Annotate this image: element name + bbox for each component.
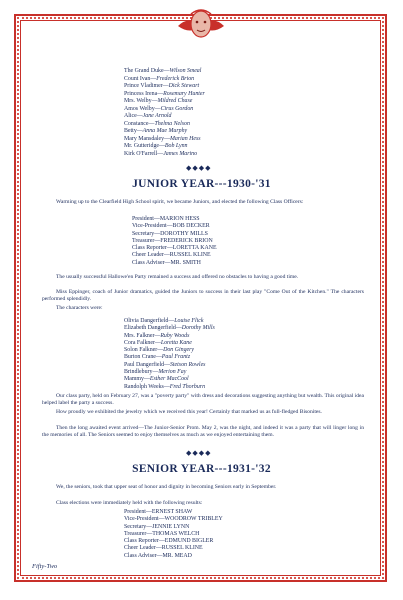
cast-role: Mrs. Welby	[124, 98, 152, 105]
cast-role: Princess Irena	[124, 90, 158, 97]
page-number: Fifty-Two	[32, 563, 58, 570]
cast-actor: Dick Stewart	[168, 83, 200, 90]
officer-row: Cheer Leader—RUSSEL KLINE	[124, 545, 203, 552]
cast-role: Mr. Gutteridge	[124, 143, 160, 150]
cast-role: Randolph Weeks	[124, 383, 164, 390]
cast-role: Paul Dangerfield	[124, 361, 165, 368]
junior-para-play: Miss Eppinger, coach of Junior dramatics, guided the Juniors to success in their last play "Come Out of the Kitchen." The characters performed splendidly.	[42, 289, 364, 303]
junior-para-jewelry: How proudly we exhibited the jewelry which we received this year! Certainly that marked us as full-fledged Bisonites.	[56, 409, 322, 415]
senior-officers-list	[124, 509, 223, 560]
cast-row: Paul Dangerfield—Stetson Rowles	[124, 361, 206, 368]
officer-row: Class Adviser—MR. SMITH	[132, 259, 201, 266]
lion-crest-icon	[176, 4, 226, 44]
cast-role: Brindlebury	[124, 369, 153, 376]
cast-row: Mammy—Esther MacCool	[124, 376, 189, 383]
cast-role: Prince Vladimer	[124, 83, 163, 90]
cast-list-top	[124, 68, 205, 159]
cast-actor: Merion Fay	[158, 369, 187, 376]
cast-actor: Frederick Brion	[156, 75, 195, 82]
cast-role: Betty	[124, 128, 137, 135]
cast-row: The Grand Duke—Wilson Smeal	[124, 68, 202, 74]
cast-actor: Don Gingery	[163, 347, 195, 354]
junior-characters-label: The characters were:	[56, 305, 103, 311]
cast-actor: James Marino	[163, 151, 198, 158]
junior-intro: Warming up to the Clearfield High School spirit, we became Juniors, and elected the following Class Officers:	[56, 199, 304, 205]
junior-year-heading: JUNIOR YEAR---1930-'31	[132, 178, 271, 190]
cast-row: Mrs. Welby—Mildred Chase	[124, 98, 193, 105]
cast-role: Constance	[124, 120, 149, 127]
junior-cast-list	[124, 318, 215, 391]
divider: ◆◆◆◆	[186, 164, 212, 172]
cast-row: Olivia Dangerfield—Louise Flick	[124, 318, 204, 324]
cast-row: Betty—Anna Mae Murphy	[124, 128, 188, 135]
officer-row: Treasurer—FREDERICK BRION	[132, 237, 213, 244]
cast-actor: Mildred Chase	[157, 98, 193, 105]
cast-row: Amos Welby—Cirus Gordon	[124, 105, 194, 112]
junior-officers-list	[132, 216, 217, 267]
junior-para-party: Our class party, held on February 27, was a "poverty party" with dress and decorations suggesting anything but wealth. This original idea helped label the party a success.	[42, 393, 364, 407]
cast-row: Randolph Weeks—Fred Thorburn	[124, 383, 206, 390]
cast-role: Burton Crane	[124, 354, 156, 361]
cast-row: Elizabeth Dangerfield—Dorothy Mills	[124, 325, 215, 332]
cast-row: Alice—Jane Arnold	[124, 113, 172, 120]
officer-row: Treasurer—THOMAS WELCH	[124, 530, 200, 537]
cast-actor: Thelma Nelson	[154, 120, 190, 127]
cast-actor: Anna Mae Murphy	[142, 128, 188, 135]
cast-role: Mary Mansdaley	[124, 135, 165, 142]
cast-row: Count Ivan—Frederick Brion	[124, 75, 195, 82]
junior-para-halloween: The usually successful Hallowe'en Party remained a success and offered no obstacles to having a good time.	[56, 274, 299, 280]
cast-actor: Bob Lynn	[164, 143, 188, 150]
senior-para-elections: Class elections were immediately held with the following results:	[56, 500, 203, 506]
cast-row: Mrs. Falkner—Ruby Woods	[124, 332, 190, 339]
cast-actor: Jane Arnold	[142, 113, 172, 120]
cast-actor: Stetson Rowles	[169, 361, 206, 368]
cast-actor: Cirus Gordon	[160, 105, 194, 112]
cast-actor: Dorothy Mills	[181, 325, 215, 332]
cast-role: Olivia Dangerfield	[124, 318, 169, 324]
cast-role: Cora Falkner	[124, 339, 155, 346]
senior-para-intro: We, the seniors, took that upper seat of honor and dignity in becoming Seniors early in September.	[56, 484, 277, 490]
cast-actor: Wilson Smeal	[169, 68, 202, 74]
cast-actor: Paul Frantz	[161, 354, 191, 361]
cast-role: Mammy	[124, 376, 144, 383]
cast-row: Brindlebury—Merion Fay	[124, 369, 187, 376]
officer-row: Cheer Leader—RUSSEL KLINE	[132, 252, 211, 259]
cast-actor: Loretta Kane	[160, 339, 192, 346]
officer-row: Class Reporter—EDMUND BIGLER	[124, 538, 214, 545]
officer-row: Class Reporter—LORETTA KANE	[132, 245, 217, 252]
cast-actor: Fred Thorburn	[169, 383, 206, 390]
cast-row: Kirk O'Farrell—James Marino	[124, 151, 198, 158]
officer-row: Vice-President—BOB DECKER	[132, 223, 210, 230]
cast-role: Mrs. Falkner	[124, 332, 155, 339]
junior-para-prom: Then the long awaited event arrived—The Junior-Senior Prom. May 2, was the night, and indeed it was a party that will linger long in the memories of all. The Seniors seemed to enjoy themselves as much as we enjoyed entertaining them.	[42, 425, 364, 439]
cast-role: Elizabeth Dangerfield	[124, 325, 176, 332]
cast-actor: Esther MacCool	[149, 376, 189, 383]
officer-row: Secretary—JENNIE LYNN	[124, 523, 190, 530]
cast-row: Burton Crane—Paul Frantz	[124, 354, 191, 361]
cast-row: Mary Mansdaley—Marian Hess	[124, 135, 201, 142]
cast-row: Cora Falkner—Loretta Kane	[124, 339, 192, 346]
cast-role: Solon Falkner	[124, 347, 158, 354]
officer-row: President—ERNEST SHAW	[124, 509, 193, 515]
officer-row: Secretary—DOROTHY MILLS	[132, 230, 208, 237]
cast-actor: Rosemary Hunter	[163, 90, 205, 97]
cast-role: The Grand Duke	[124, 68, 164, 74]
cast-actor: Marian Hess	[169, 135, 201, 142]
cast-row: Princess Irena—Rosemary Hunter	[124, 90, 205, 97]
cast-role: Count Ivan	[124, 75, 151, 82]
cast-row: Solon Falkner—Don Gingery	[124, 347, 195, 354]
cast-row: Prince Vladimer—Dick Stewart	[124, 83, 200, 90]
officer-row: President—MARION HESS	[132, 216, 200, 222]
divider: ◆◆◆◆	[186, 449, 212, 457]
cast-actor: Louise Flick	[174, 318, 204, 324]
senior-year-heading: SENIOR YEAR---1931-'32	[132, 463, 271, 475]
cast-row: Mr. Gutteridge—Bob Lynn	[124, 143, 188, 150]
cast-role: Alice	[124, 113, 137, 120]
cast-role: Kirk O'Farrell	[124, 151, 158, 158]
cast-actor: Ruby Woods	[160, 332, 190, 339]
officer-row: Vice-President—WOODROW TRIBLEY	[124, 516, 223, 523]
officer-row: Class Adviser—MR. MEAD	[124, 552, 192, 559]
cast-role: Amos Welby	[124, 105, 155, 112]
cast-row: Constance—Thelma Nelson	[124, 120, 190, 127]
